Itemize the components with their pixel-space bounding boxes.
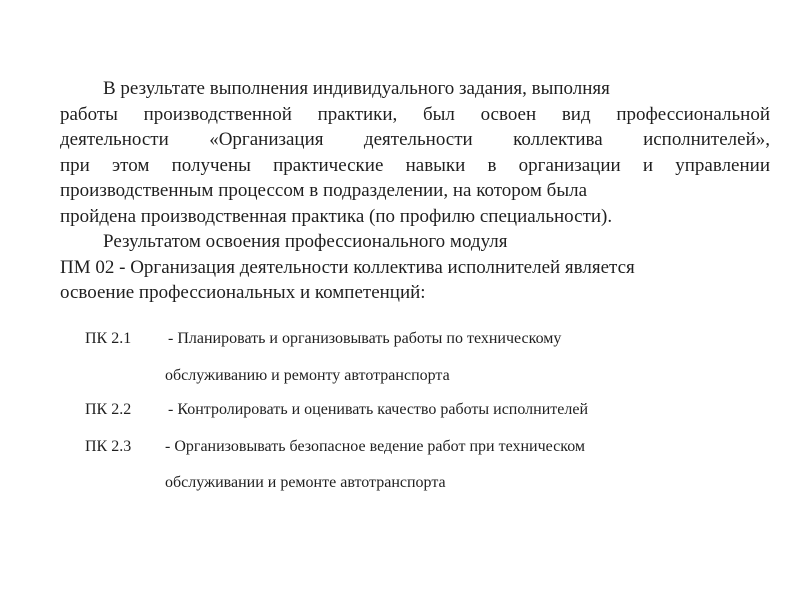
competency-text: - Организовывать безопасное ведение работ при техническом bbox=[165, 438, 586, 455]
competency-code: ПК 2.2 bbox=[85, 401, 132, 418]
paragraph-line: Результатом освоения профессионального модуля bbox=[103, 231, 508, 252]
competency-continuation: обслуживанию и ремонту автотранспорта bbox=[165, 367, 450, 384]
paragraph-line: пройдена производственная практика (по профилю специальности). bbox=[60, 205, 613, 227]
paragraph-line: освоение профессиональных и компетенций: bbox=[60, 282, 426, 303]
paragraph-line: В результате выполнения индивидуального задания, выполняя bbox=[103, 78, 610, 99]
competency-continuation: обслуживании и ремонте автотранспорта bbox=[165, 474, 446, 491]
paragraph-line: ПМ 02 - Организация деятельности коллектива исполнителей является bbox=[60, 256, 635, 278]
competency-text: - Контролировать и оценивать качество работы исполнителей bbox=[168, 401, 588, 418]
paragraph-line: деятельности «Организация деятельности коллектива исполнителей», bbox=[60, 129, 770, 150]
competency-code: ПК 2.3 bbox=[85, 438, 132, 455]
module-paragraph bbox=[60, 229, 770, 306]
paragraph-line: производственным процессом в подразделении, на котором была bbox=[60, 180, 588, 201]
results-paragraph bbox=[60, 76, 770, 229]
competency-code: ПК 2.1 bbox=[85, 330, 132, 347]
paragraph-line: работы производственной практики, был освоен вид профессиональной bbox=[60, 103, 770, 125]
competency-text: - Планировать и организовывать работы по техническому bbox=[168, 330, 562, 347]
paragraph-line: при этом получены практические навыки в организации и управлении bbox=[60, 154, 770, 176]
